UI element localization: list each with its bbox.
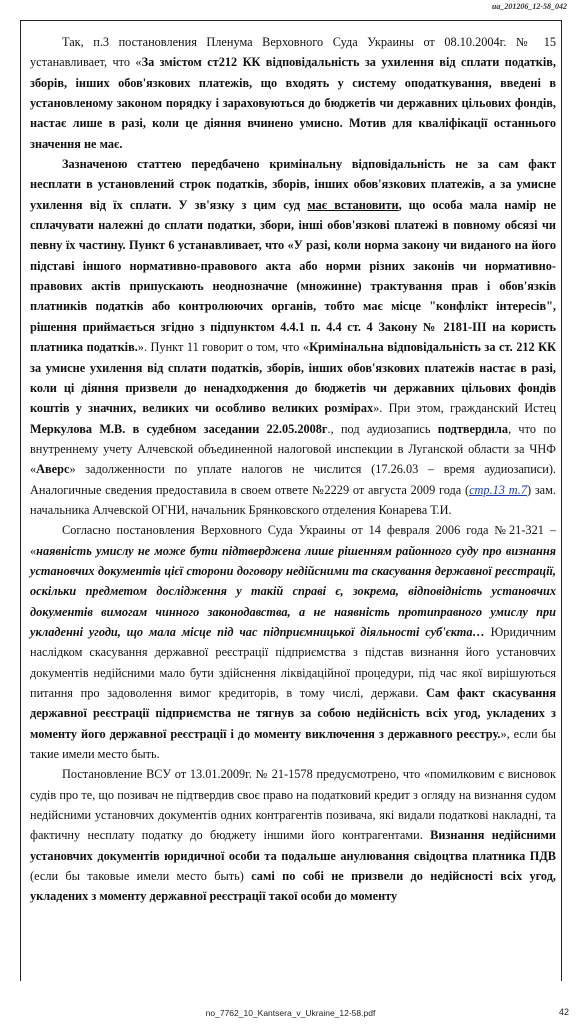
document-id-header: ua_201206_12-58_042	[491, 2, 567, 11]
text-run: (если бы таковые имели место быть)	[30, 869, 252, 884]
paragraph	[30, 520, 556, 764]
paragraph	[30, 32, 556, 154]
text-run: » задолженности по уплате налогов не числится (17.26.03 – время аудиозаписи). Аналогичные сведения предоставила в своем ответе №2229 от августа 2009 года (	[30, 462, 556, 497]
text-run: Согласно постановления Верховного Суда Украины от 14 февраля 2006 года №21-321 – «	[30, 523, 556, 558]
text-run: Сам факт скасування державної реєстрації підприємства не тягнув за собою недійсність всіх угод, укладених з моменту його державної реєстрації і до моменту виключення з державного реєстру.	[30, 686, 556, 741]
text-run: ) зам. начальника Алчевской ОГНИ, начальник Брянковского отделения Конарева Т.И.	[30, 482, 556, 517]
footer-filename: no_7762_10_Kantsera_v_Ukraine_12-58.pdf	[205, 1008, 376, 1018]
text-run: Юридичним наслідком скасування державної реєстрації підприємства з підстав визнання його установчих документів недійсними мало бути здійснення ліквідаційної процедури, під час якої вирішуються питання про задоволення вимог кредиторів, в тому числі, держави.	[30, 624, 556, 700]
text-run: За змістом ст212 КК відповідальність за ухилення від сплати податків, зборів, інших обов'язкових платежів, що входять у систему оподаткування, введені в установленому законом порядку і зараховуються до бюджетів чи державних цільових фондів, настає лише в разі, коли це діяння вчинено умисно. Мотив для кваліфікації останнього значення не має.	[30, 55, 556, 151]
text-run: Постановление ВСУ от 13.01.2009г. № 21-1578 предусмотрено, что «помилковим є висновок судів про те, що позивач не підтвердив своє право на податковий кредит з огляду на визнання судом недійсними установчих документів одних контрагентів позивача, які видали податкові накладні, та фактичну несплату податку до бюджету іншими його контрагентами.	[30, 767, 556, 843]
text-run: Зазначеною статтею передбачено кримінальну відповідальність не за сам факт несплати в установлений строк податків, зборів, інших обов'язкових платежів, а за умисне ухилення від їх сплати. У зв'язку з цим суд	[30, 157, 556, 212]
text-run: ». При этом, гражданский Истец	[373, 401, 556, 416]
text-run: подтвердила	[437, 421, 509, 436]
text-run: ». Пункт 11 говорит о том, что «	[137, 340, 310, 355]
reference-link[interactable]: стр.13 т.7	[469, 482, 527, 497]
page-number: 42	[558, 1007, 569, 1017]
paragraph	[30, 154, 556, 520]
text-run: Так, п.3 постановления Пленума Верховного Суда Украины от 08.10.2004г. № 15 устанавливает, что «	[30, 35, 556, 70]
text-run: У разі, коли норма закону чи виданого на його підставі іншого нормативно-правового акта або норми різних законів чи нормативно-правових актів припускають неоднозначне (множинне) трактування прав і обов'язків платників податків або контролюючих органів, тобто має місце "конфлікт інтересів", рішення приймається згідно з підпунктом 4.4.1 п. 4.4 ст. 4 Закону № 2181-ІІІ на користь платника податків.	[30, 238, 556, 355]
text-run: ., под аудиозапись	[327, 421, 438, 436]
text-run: має встановити	[307, 197, 399, 212]
text-run: , що особа мала намір не сплачувати належні до сплати податки, збори, інші обов'язкові платежі в повному обсязі чи певну їх частину. Пункт 6 устанавливает, что «	[30, 197, 556, 253]
text-run: », если бы такие имели место быть.	[30, 726, 556, 762]
document-body	[30, 32, 556, 907]
text-run: , что по внутреннему учету Алчевской объединенной налоговой инспекции в Луганской области за ЧНФ «	[30, 421, 557, 477]
paragraph	[30, 764, 556, 906]
text-run: самі по собі не призвели до недійсності всіх угод, укладених з моменту державної реєстрації такої особи до моменту	[30, 869, 556, 904]
text-run: Визнання недійсними установчих документів юридичної особи та подальше анулювання свідоцтва платника ПДВ	[30, 828, 556, 863]
text-run: наявність умислу не може бути підтверджена лише рішенням районного суду про визнання установчих документів цієї сторони договору недійсними та скасування державної реєстрації, оскільки предметом дослідження у такій справі є, зокрема, відповідність установчих документів вимогам чинного законодавства, а не наявність протиправного умислу при укладенні угоди, що мала місце під час підприємницької діяльності суб'єкта…	[30, 543, 556, 639]
text-run: Аверс	[36, 462, 70, 477]
text-run: Кримінальна відповідальність за ст. 212 КК за умисне ухилення від сплати податків, зборів, інших обов'язкових платежів настає в разі, коли ці діяння призвели до ненадходження до бюджетів чи державних цільових фондів коштів у значних, великих чи особливо великих розмірах	[30, 340, 557, 416]
text-run: Меркулова М.В. в судебном заседании 22.05.2008г	[30, 421, 328, 436]
